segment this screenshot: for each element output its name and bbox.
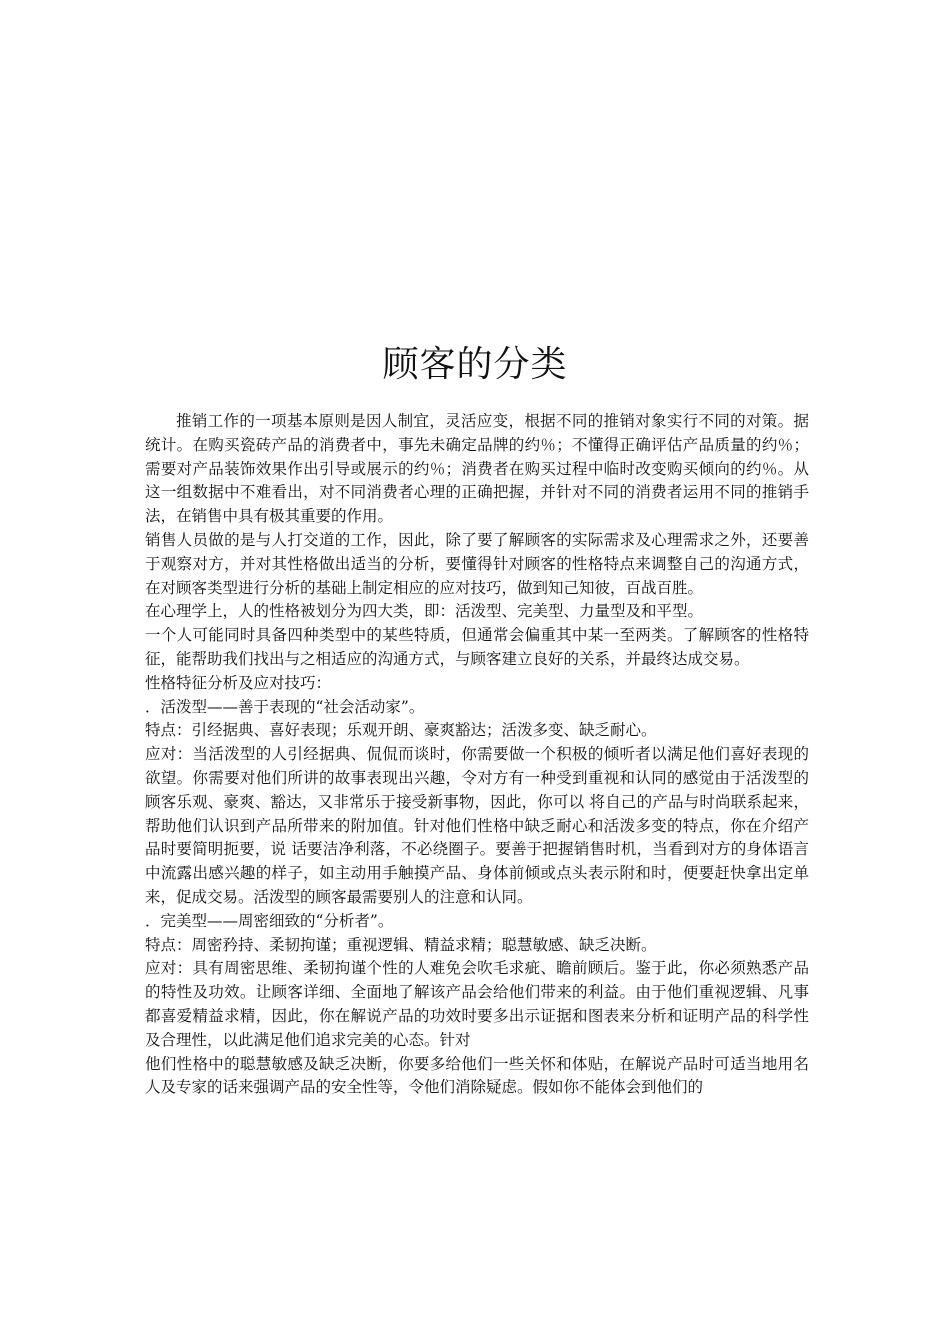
response-lively: 应对：当活泼型的人引经据典、侃侃而谈时，你需要做一个积极的倾听者以满足他们喜好表现的欲望。你需要对他们所讲的故事表现出兴趣，令对方有一种受到重视和认同的感觉由于活泼型的顾客乐观、豪爽、豁达，又非常乐于接受新事物，因此，你可以 将自己的产品与时尚联系起来，帮助他们认识到产品所带来的附加值。针对他们性格中缺乏耐心和活泼多变的特点，你在介绍产品时要简明扼要，说 话要洁净利落，不必绕圈子。要善于把握销售时机，当看到对方的身体语言中流露出感兴趣的样子，如主动用手触摸产品、身体前倾或点头表示附和时，便要赶快拿出定单来，促成交易。活泼型的顾客最需要别人的注意和认同。 — [145, 745, 809, 906]
document-title: 顾客的分类 — [382, 344, 568, 386]
paragraph-traits: 一个人可能同时具备四种类型中的某些特质，但通常会偏重其中某一至两类。了解顾客的性格特征，能帮助我们找出与之相适应的沟通方式，与顾客建立良好的关系，并最终达成交易。 — [145, 626, 809, 668]
paragraph-intro: 推销工作的一项基本原则是因人制宜，灵活应变，根据不同的推销对象实行不同的对策。据统计。在购买瓷砖产品的消费者中，事先未确定品牌的约％；不懂得正确评估产品质量的约％；需要对产品装饰效果作出引导或展示的约％；消费者在购买过程中临时改变购买倾向的约％。从这一组数据中不难看出，对不同消费者心理的正确把握，并针对不同的消费者运用不同的推销手法，在销售中具有极其重要的作用。 — [145, 412, 809, 526]
section-heading-analysis: 性格特征分析及应对技巧： — [145, 673, 332, 692]
paragraph-salesperson: 销售人员做的是与人打交道的工作，因此，除了要了解顾客的实际需求及心理需求之外，还要善于观察对方，并对其性格做出适当的分析，要懂得针对顾客的性格特点来调整自己的沟通方式，在对顾客类型进行分析的基础上制定相应的应对技巧，做到知己知彼，百战百胜。 — [145, 530, 809, 597]
paragraph-four-types: 在心理学上，人的性格被划分为四大类，即：活泼型、完美型、力量型及和平型。 — [145, 602, 704, 621]
traits-lively: 特点：引经据典、喜好表现；乐观开朗、豪爽豁达；活泼多变、缺乏耐心。 — [145, 721, 657, 740]
response-perfect-continued: 他们性格中的聪慧敏感及缺乏决断，你要多给他们一些关怀和体贴，在解说产品时可适当地用名人及专家的话来强调产品的安全性等，令他们消除疑虑。假如你不能体会到他们的 — [145, 1054, 809, 1097]
traits-perfect: 特点：周密矜持、柔韧拘谨；重视逻辑、精益求精；聪慧敏感、缺乏决断。 — [145, 935, 657, 954]
response-perfect: 应对：具有周密思维、柔韧拘谨个性的人难免会吹毛求疵、瞻前顾后。鉴于此，你必须熟悉产品的特性及功效。让顾客详细、全面地了解该产品会给他们带来的利益。由于他们重视逻辑、凡事都喜爱精益求精，因此，你在解说产品的功效时要多出示证据和图表来分析和证明产品的科学性及合理性，以此满足他们追求完美的心态。针对 — [145, 959, 809, 1049]
type-heading-perfect: ．完美型——周密细致的“分析者”。 — [145, 911, 394, 930]
document-body — [145, 410, 809, 1100]
type-heading-lively: ．活泼型——善于表现的“社会活动家”。 — [145, 697, 425, 716]
